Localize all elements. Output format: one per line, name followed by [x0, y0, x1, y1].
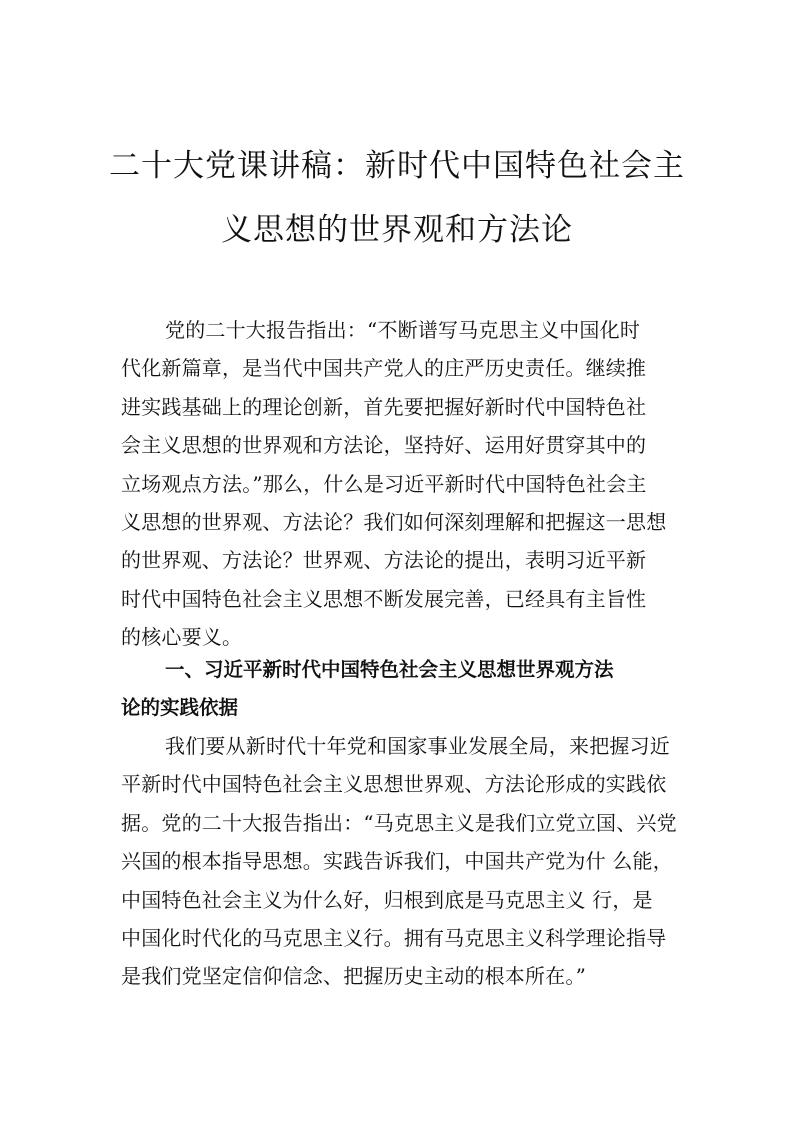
- intro-paragraph: [121, 311, 691, 657]
- paragraph-line: 中国化时代化的马克思主义行。拥有马克思主义科学理论指导: [121, 925, 667, 950]
- paragraph-line: 平新时代中国特色社会主义思想世界观、方法论形成的实践依: [121, 772, 667, 797]
- section-heading-1: [121, 651, 691, 728]
- paragraph-line: 我们要从新时代十年党和国家事业发展全局，来把握习近: [165, 734, 670, 758]
- paragraph-line: 的世界观、方法论？世界观、方法论的提出，表明习近平新: [121, 548, 647, 573]
- heading-line: 一、习近平新时代中国特色社会主义思想世界观方法: [165, 658, 614, 681]
- paragraph-line: 兴国的根本指导思想。实践告诉我们，中国共产党为什 么能，: [121, 849, 673, 874]
- paragraph-line: 代化新篇章，是当代中国共产党人的庄严历史责任。继续推: [121, 356, 647, 381]
- paragraph-line: 立场观点方法。”那么，什么是习近平新时代中国特色社会主: [121, 471, 647, 496]
- paragraph-line: 时代中国特色社会主义思想不断发展完善，已经具有主旨性: [121, 586, 647, 611]
- document-title-line-2: 义思想的世界观和方法论: [221, 212, 573, 248]
- paragraph-line: 是我们党坚定信仰信念、把握历史主动的根本所在。”: [121, 964, 587, 989]
- paragraph-line: 中国特色社会主义为什么好，归根到底是马克思主义 行，是: [121, 887, 653, 912]
- paragraph-line: 进实践基础上的理论创新，首先要把握好新时代中国特色社: [121, 394, 647, 419]
- paragraph-line: 会主义思想的世界观和方法论，坚持好、运用好贯穿其中的: [121, 433, 647, 458]
- heading-line: 论的实践依据: [121, 696, 239, 720]
- paragraph-line: 据。党的二十大报告指出：“马克思主义是我们立党立国、兴党: [121, 810, 677, 835]
- paragraph-line: 义思想的世界观、方法论？我们如何深刻理解和把握这一思想: [121, 509, 667, 534]
- section-1-paragraph: [121, 727, 691, 996]
- paragraph-line: 党的二十大报告指出：“不断谱写马克思主义中国化时: [165, 318, 641, 342]
- paragraph-line: 的核心要义。: [121, 625, 243, 650]
- document-title-line-1: 二十大党课讲稿：新时代中国特色社会主: [109, 148, 685, 184]
